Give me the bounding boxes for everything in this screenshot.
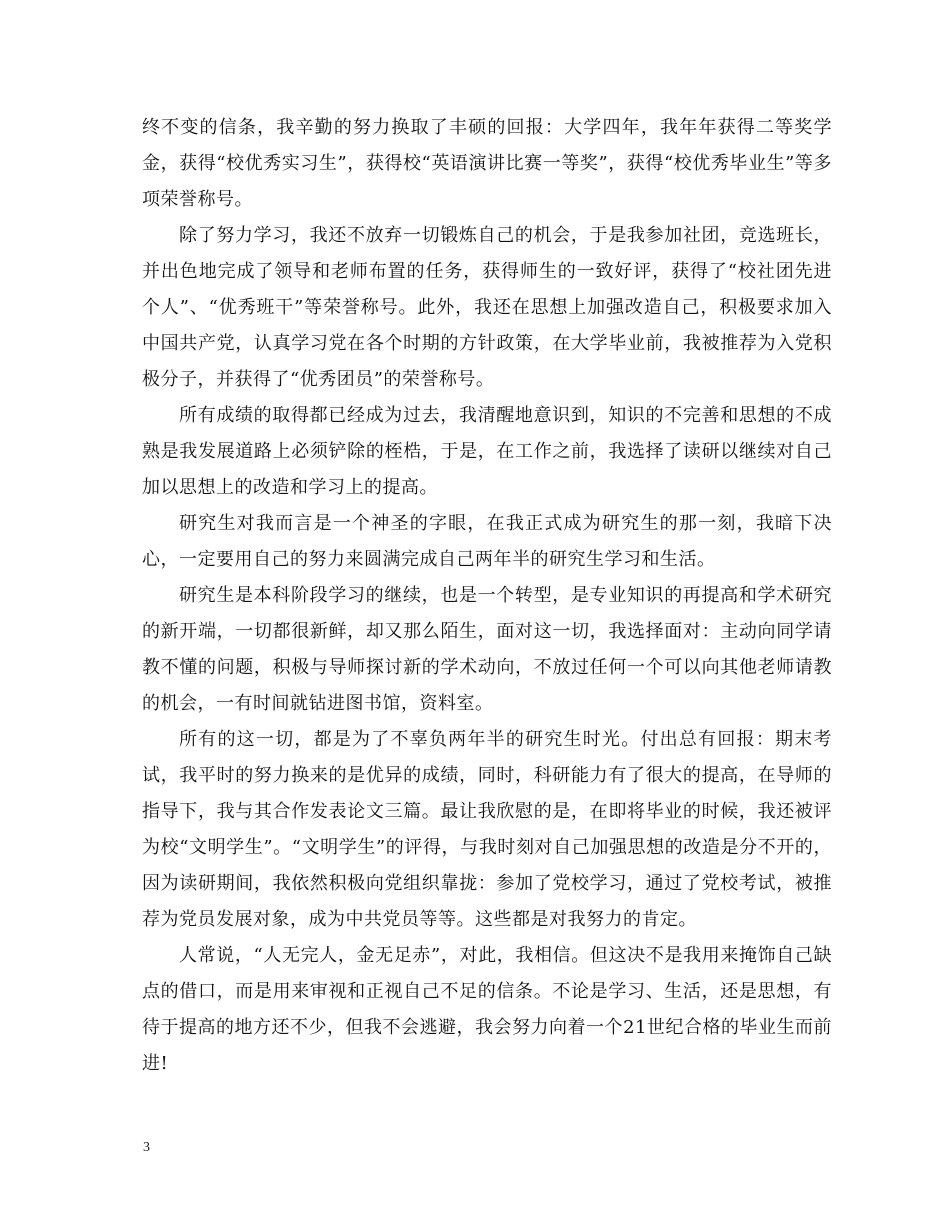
paragraph-1: 终不变的信条，我辛勤的努力换取了丰硕的回报：大学四年，我年年获得二等奖学金，获得“校优秀实习生”，获得校“英语演讲比赛一等奖”，获得“校优秀毕业生”等多项荣誉称号。 — [142, 117, 832, 210]
page-number: 3 — [143, 1140, 150, 1155]
paragraph-3: 所有成绩的取得都已经成为过去，我清醒地意识到，知识的不完善和思想的不成熟是我发展道路上必须铲除的桎梏，于是，在工作之前，我选择了读研以继续对自己加以思想上的改造和学习上的提高。 — [142, 405, 832, 498]
paragraph-7: 人常说，“人无完人，金无足赤”，对此，我相信。但这决不是我用来掩饰自己缺点的借口，而是用来审视和正视自己不足的信条。不论是学习、生活，还是思想，有待于提高的地方还不少，但我不会逃避，我会努力向着一个21世纪合格的毕业生而前进! — [142, 945, 832, 1074]
document-body — [142, 110, 832, 1082]
paragraph-4: 研究生对我而言是一个神圣的字眼，在我正式成为研究生的那一刻，我暗下决心，一定要用自己的努力来圆满完成自己两年半的研究生学习和生活。 — [142, 513, 832, 570]
paragraph-2: 除了努力学习，我还不放弃一切锻炼自己的机会，于是我参加社团，竞选班长，并出色地完成了领导和老师布置的任务，获得师生的一致好评，获得了“校社团先进个人”、“优秀班干”等荣誉称号。此外，我还在思想上加强改造自己，积极要求加入中国共产党，认真学习党在各个时期的方针政策，在大学毕业前，我被推荐为入党积极分子，并获得了“优秀团员”的荣誉称号。 — [142, 225, 832, 390]
paragraph-6: 所有的这一切，都是为了不辜负两年半的研究生时光。付出总有回报：期末考试，我平时的努力换来的是优异的成绩，同时，科研能力有了很大的提高，在导师的指导下，我与其合作发表论文三篇。最让我欣慰的是，在即将毕业的时候，我还被评为校“文明学生”。“文明学生”的评得，与我时刻对自己加强思想的改造是分不开的，因为读研期间，我依然积极向党组织靠拢：参加了党校学习，通过了党校考试，被推荐为党员发展对象，成为中共党员等等。这些都是对我努力的肯定。 — [142, 729, 832, 930]
paragraph-5: 研究生是本科阶段学习的继续，也是一个转型，是专业知识的再提高和学术研究的新开端，一切都很新鲜，却又那么陌生，面对这一切，我选择面对：主动向同学请教不懂的问题，积极与导师探讨新的学术动向，不放过任何一个可以向其他老师请教的机会，一有时间就钻进图书馆，资料室。 — [142, 585, 832, 714]
